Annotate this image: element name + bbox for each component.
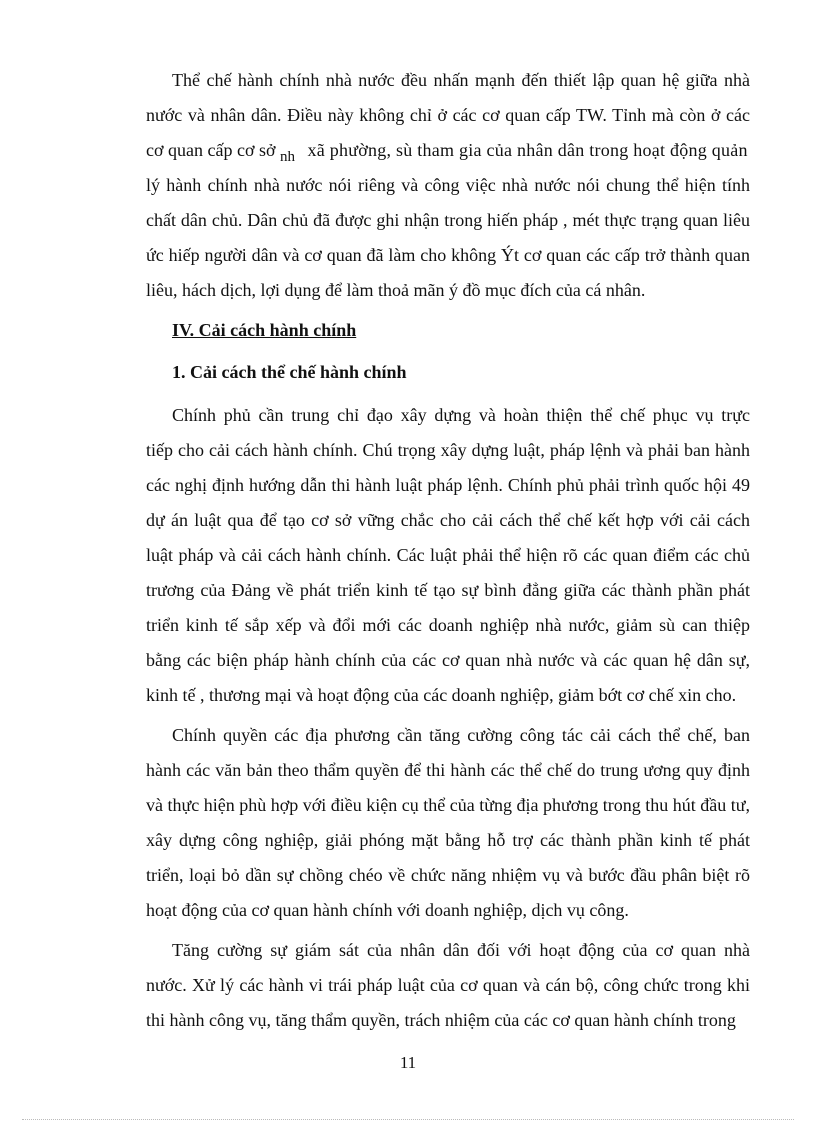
paragraph-line: liêu, hách dịch, lợi dụng để làm thoả mãn ý đồ mục đích của cá nhân.	[146, 280, 646, 300]
paragraph-line: Thể chế hành chính nhà nước đều nhấn mạnh đến thiết lập quan hệ giữa nhà	[172, 70, 750, 90]
paragraph-line: thi hành công vụ, tăng thẩm quyền, trách nhiệm của các cơ quan hành chính trong	[146, 1010, 736, 1030]
paragraph-line: hoạt động của cơ quan hành chính với doanh nghiệp, dịch vụ công.	[146, 900, 629, 920]
paragraph-line: ức hiếp người dân và cơ quan đã làm cho không Ýt cơ quan các cấp trở thành quan	[146, 245, 750, 265]
line-segment: xã phường, sù tham gia của nhân dân trong hoạt động quản	[307, 140, 748, 160]
page-bottom-edge	[22, 1119, 794, 1120]
paragraph-line: các nghị định hướng dẫn thi hành luật pháp lệnh. Chính phủ phải trình quốc hội 49	[146, 475, 750, 495]
paragraph-line: trương của Đảng về phát triển kinh tế tạo sự bình đẳng giữa các thành phần phát	[146, 580, 750, 600]
paragraph-line: triển, loại bỏ dần sự chồng chéo về chức năng nhiệm vụ và bước đầu phân biệt rõ	[146, 865, 750, 885]
paragraph-line: tiếp cho cải cách hành chính. Chú trọng xây dựng luật, pháp lệnh và phải ban hành	[146, 440, 750, 460]
paragraph-line: luật pháp và cải cách hành chính. Các luật phải thể hiện rõ các quan điểm các chủ	[146, 545, 750, 565]
paragraph-line: Tăng cường sự giám sát của nhân dân đối với hoạt động của cơ quan nhà	[172, 940, 750, 960]
paragraph-line: nước và nhân dân. Điều này không chỉ ở các cơ quan cấp TW. Tỉnh mà còn ở các	[146, 105, 750, 125]
section-heading: IV. Cải cách hành chính	[172, 320, 357, 340]
page-number: 11	[399, 1053, 417, 1072]
line-segment: cơ quan cấp cơ sở	[146, 140, 276, 160]
paragraph-line: bằng các biện pháp hành chính của các cơ quan nhà nước và các quan hệ dân sự,	[146, 650, 750, 670]
paragraph-line: Chính phủ cần trung chỉ đạo xây dựng và hoàn thiện thể chế phục vụ trực	[172, 405, 750, 425]
subscript-text: nh	[280, 149, 296, 165]
paragraph-line: lý hành chính nhà nước nói riêng và công việc nhà nước nói chung thể hiện tính	[146, 175, 750, 195]
sub-heading: 1. Cải cách thể chế hành chính	[172, 362, 407, 382]
paragraph-line: Chính quyền các địa phương cần tăng cường công tác cải cách thể chế, ban	[172, 725, 750, 745]
paragraph-line: xây dựng công nghiệp, giải phóng mặt bằng hỗ trợ các thành phần kinh tế phát	[146, 830, 750, 850]
paragraph-line: và thực hiện phù hợp với điều kiện cụ thể của từng địa phương trong thu hút đầu tư,	[146, 795, 750, 815]
paragraph-line: triển kinh tế sắp xếp và đổi mới các doanh nghiệp nhà nước, giảm sù can thiệp	[146, 615, 750, 635]
paragraph-line: hành các văn bản theo thẩm quyền để thi hành các thể chế do trung ương quy định	[146, 760, 750, 780]
paragraph-line: dự án luật qua để tạo cơ sở vững chắc cho cải cách thể chế kết hợp với cải cách	[146, 510, 750, 530]
paragraph-line: chất dân chủ. Dân chủ đã được ghi nhận trong hiến pháp , mét thực trạng quan liêu	[146, 210, 750, 230]
paragraph-line	[146, 140, 750, 165]
paragraph-line: kinh tế , thương mại và hoạt động của các doanh nghiệp, giảm bớt cơ chế xin cho.	[146, 685, 737, 705]
paragraph-line: nước. Xử lý các hành vi trái pháp luật của cơ quan và cán bộ, công chức trong khi	[146, 975, 750, 995]
